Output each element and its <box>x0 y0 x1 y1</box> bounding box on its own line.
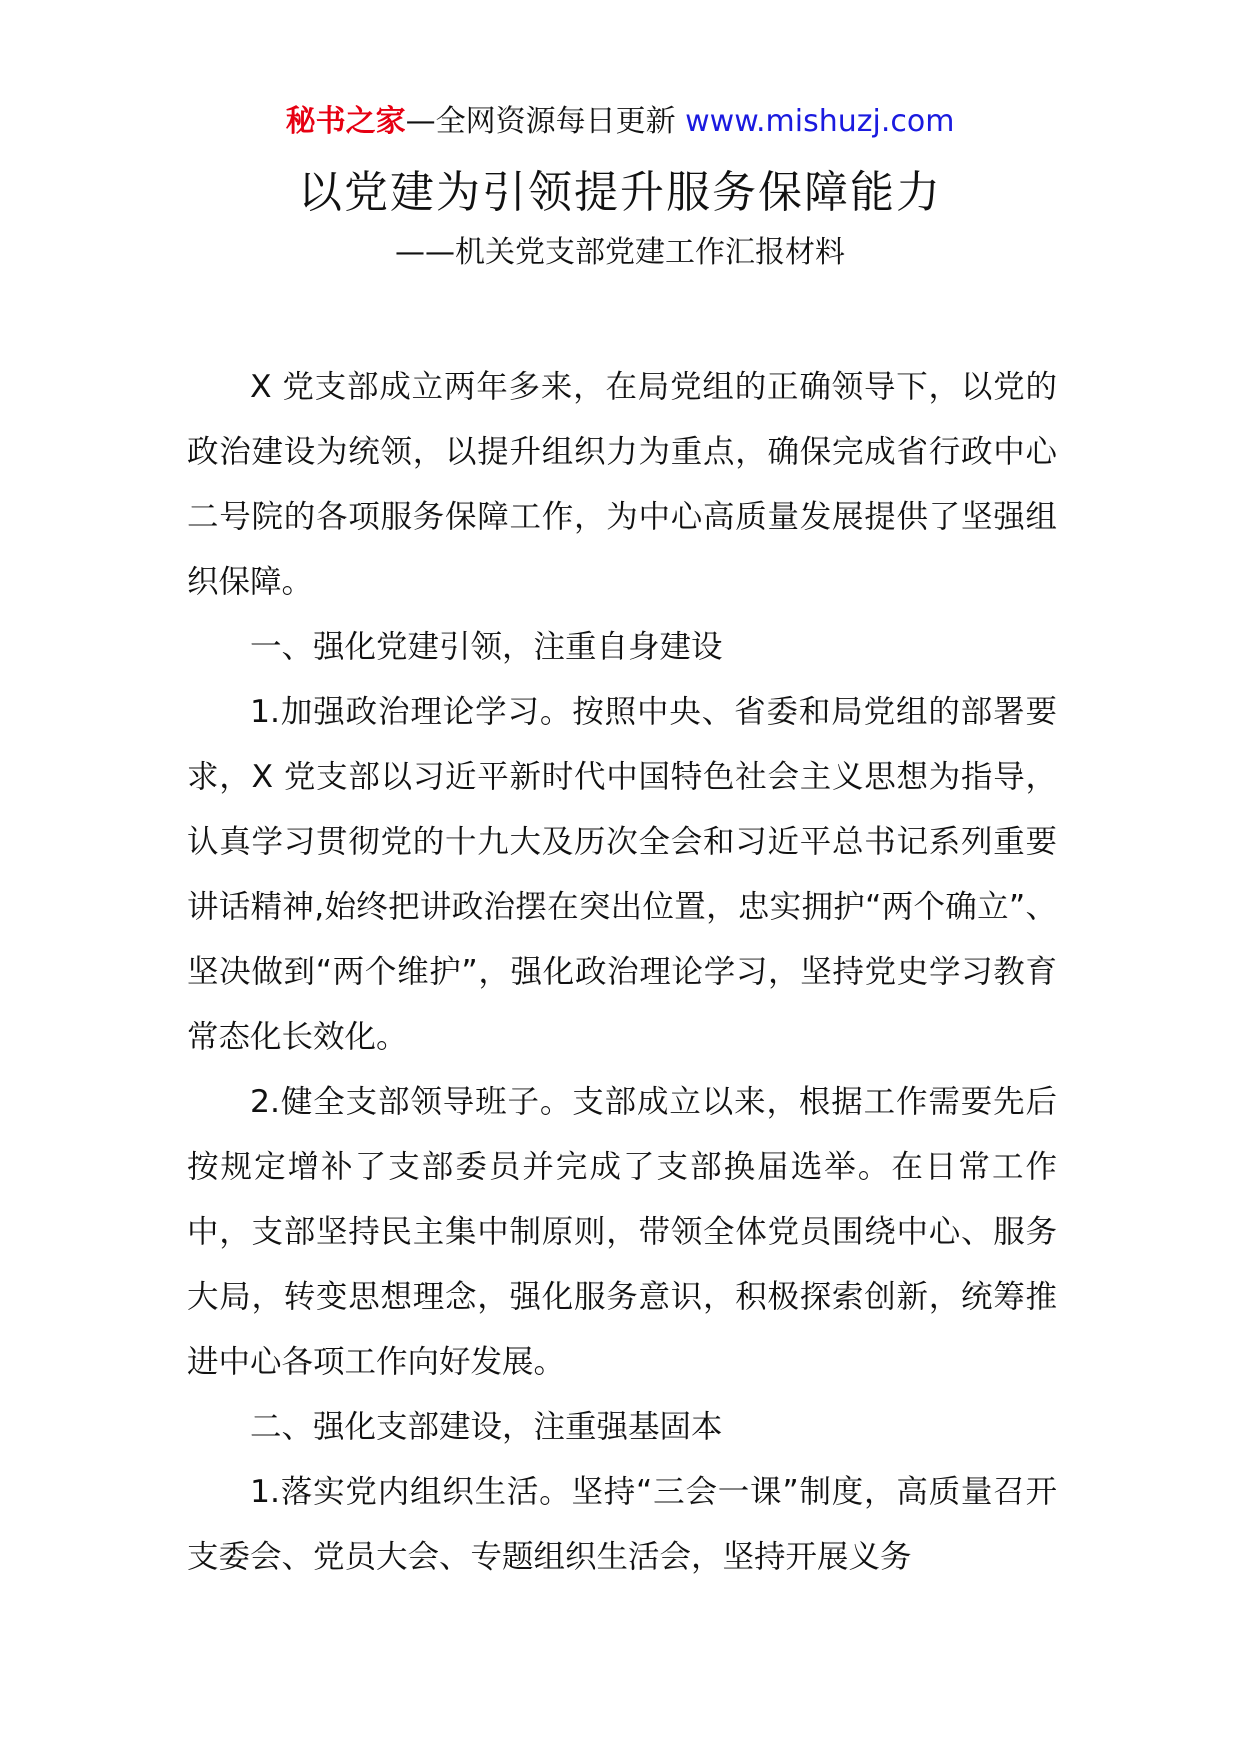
body-paragraph: X 党支部成立两年多来，在局党组的正确领导下，以党的政治建设为统领，以提升组织力为重点，确保完成省行政中心二号院的各项服务保障工作，为中心高质量发展提供了坚强组织保障。 <box>187 369 1057 600</box>
section-heading: 二、强化支部建设，注重强基固本 <box>250 1409 723 1445</box>
site-banner <box>0 100 1240 144</box>
body-paragraph: 2.健全支部领导班子。支部成立以来，根据工作需要先后按规定增补了支部委员并完成了支部换届选举。在日常工作中，支部坚持民主集中制原则，带领全体党员围绕中心、服务大局，转变思想理念，强化服务意识，积极探索创新，统筹推进中心各项工作向好发展。 <box>187 1084 1057 1380</box>
document-title: 以党建为引领提升服务保障能力 <box>298 167 942 218</box>
document-subtitle: ——机关党支部党建工作汇报材料 <box>395 235 845 270</box>
body-paragraph: 1.加强政治理论学习。按照中央、省委和局党组的部署要求，X 党支部以习近平新时代中国特色社会主义思想为指导，认真学习贯彻党的十九大及历次全会和习近平总书记系列重要讲话精神,始终把讲政治摆在突出位置，忠实拥护“两个确立”、坚决做到“两个维护”，强化政治理论学习，坚持党史学习教育常态化长效化。 <box>187 694 1057 1055</box>
banner-tagline: —全网资源每日更新 <box>405 104 676 139</box>
body-paragraph: 1.落实党内组织生活。坚持“三会一课”制度，高质量召开支委会、党员大会、专题组织生活会，坚持开展义务 <box>187 1474 1057 1575</box>
section-heading: 一、强化党建引领，注重自身建设 <box>250 629 723 665</box>
banner-url-link[interactable]: www.mishuzj.com <box>685 104 955 139</box>
banner-brand: 秘书之家 <box>285 104 406 139</box>
document-body <box>187 355 1057 1590</box>
